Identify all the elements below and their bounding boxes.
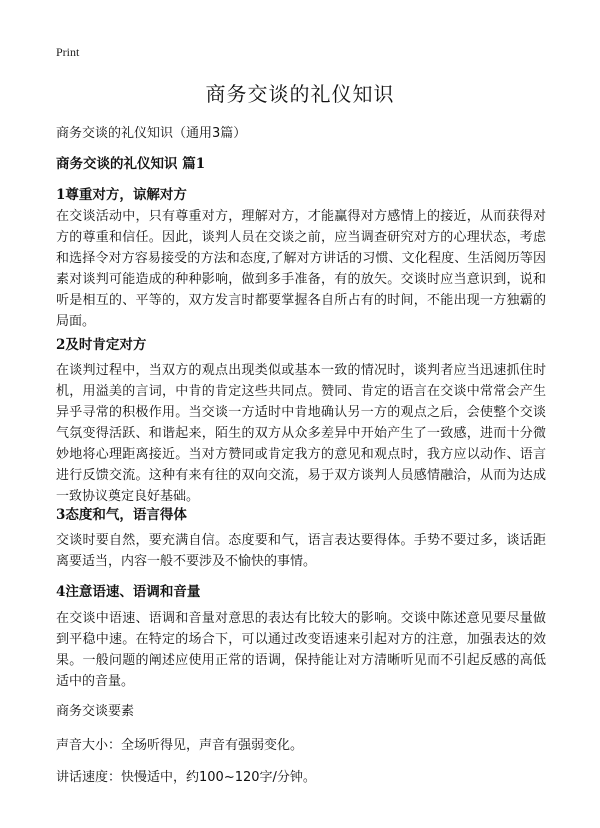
element-item-2: 讲话速度：快慢适中，约100~120字/分钟。 [56,770,316,785]
page-title: 商务交谈的礼仪知识 [205,82,395,106]
section-body-2: 在谈判过程中，当双方的观点出现类似或基本一致的情况时，谈判者应当迅速抓住时机，用溢美的言词，中肯的肯定这些共同点。赞同、肯定的语言在交谈中常常会产生异乎寻常的积极作用。当交谈一方适时中肯地确认另一方的观点之后，会使整个交谈气氛变得活跃、和谐起来，陌生的双方从众多差异中开始产生了一致感，进而十分微妙地将心理距离接近。当对方赞同或肯定我方的意见和观点时，我方应以动作、语言进行反馈交流。这种有来有往的双向交流，易于双方谈判人员感情融洽，从而为达成一致协议奠定良好基础。 [56,363,546,504]
section-body-4: 在交谈中语速、语调和音量对意思的表达有比较大的影响。交谈中陈述意见要尽量做到平稳中速。在特定的场合下，可以通过改变语速来引起对方的注意，加强表达的效果。一般问题的阐述应使用正常的语调，保持能让对方清晰听见而不引起反感的高低适中的音量。 [56,611,546,689]
section-heading-4: 4注意语速、语调和音量 [56,584,201,600]
section-heading-3: 3态度和气，语言得体 [56,507,187,523]
section-heading-1: 1尊重对方，谅解对方 [56,187,187,203]
section-body-1: 在交谈活动中，只有尊重对方，理解对方，才能赢得对方感情上的接近，从而获得对方的尊重和信任。因此，谈判人员在交谈之前，应当调查研究对方的心理状态，考虑和选择令对方容易接受的方法和态度,了解对方讲话的习惯、文化程度、生活阅历等因素对谈判可能造成的种种影响，做到多手准备，有的放矢。交谈时应当意识到，说和听是相互的、平等的，双方发言时都要掌握各自所占有的时间，不能出现一方独霸的局面。 [56,209,546,329]
elements-title: 商务交谈要素 [56,704,135,719]
section-heading-2: 2及时肯定对方 [56,337,147,353]
document-subtitle: 商务交谈的礼仪知识（通用3篇） [56,126,247,141]
part-heading: 商务交谈的礼仪知识 篇1 [56,156,206,172]
section-body-3: 交谈时要自然，要充满自信。态度要和气，语言表达要得体。手势不要过多，谈话距离要适当，内容一般不要涉及不愉快的事情。 [56,533,546,569]
element-item-1: 声音大小：全场听得见，声音有强弱变化。 [56,738,304,753]
print-label: Print [56,45,80,59]
